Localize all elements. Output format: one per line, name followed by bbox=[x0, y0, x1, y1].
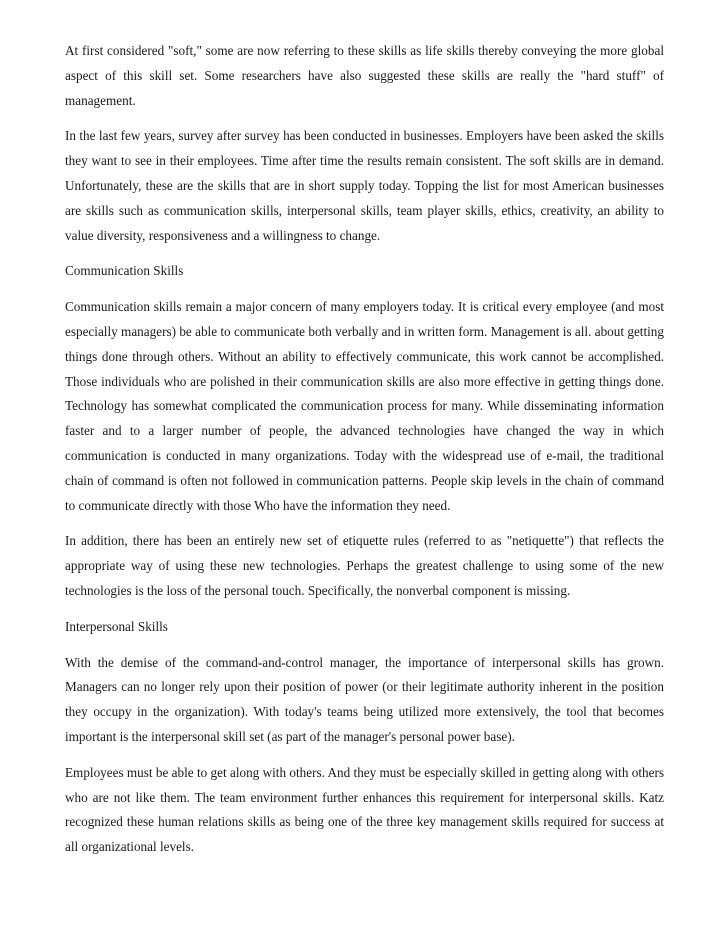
paragraph-life-skills: At first considered "soft," some are now referring to these skills as life skills thereby conveying the more global aspect of this skill set. Some researchers have also suggested these skills are really the "hard stuff" of management. bbox=[65, 43, 664, 108]
paragraph-netiquette: In addition, there has been an entirely new set of etiquette rules (referred to as "netiquette") that reflects the appropriate way of using these new technologies. Perhaps the greatest challenge to using some of the new technologies is the loss of the personal touch. Specifically, the nonverbal component is missing. bbox=[65, 533, 664, 598]
paragraph-getting-along: Employees must be able to get along with others. And they must be especially skilled in getting along with others who are not like them. The team environment further enhances this requirement for interpersonal skills. Katz recognized these human relations skills as being one of the three key management skills required for success at all organizational levels. bbox=[65, 764, 664, 855]
paragraph-interpersonal-skills: With the demise of the command-and-control manager, the importance of interpersonal skills has grown. Managers can no longer rely upon their position of power (or their legitimate authority inherent in the position they occupy in the organization). With today's teams being utilized more extensively, the tool that becomes important is the interpersonal skill set (as part of the manager's personal power base). bbox=[65, 654, 664, 744]
section-heading-communication-skills: Communication Skills bbox=[65, 263, 184, 279]
document-page bbox=[65, 39, 664, 871]
section-heading-interpersonal-skills: Interpersonal Skills bbox=[65, 618, 168, 634]
paragraph-communication-skills: Communication skills remain a major concern of many employers today. It is critical every employee (and most especially managers) be able to communicate both verbally and in written form. Management is all. about getting things done through others. Without an ability to effectively communicate, this work cannot be accomplished. Those individuals who are polished in their communication skills are also more effective in getting things done. Technology has somewhat complicated the communication process for many. While disseminating information faster and to a larger number of people, the advanced technologies have changed the way in which communication is conducted in many organizations. Today with the widespread use of e-mail, the traditional chain of command is often not followed in communication patterns. People skip levels in the chain of command to communicate directly with those Who have the information they need. bbox=[65, 299, 664, 513]
paragraph-employer-surveys: In the last few years, survey after survey has been conducted in businesses. Employers have been asked the skills they want to see in their employees. Time after time the results remain consistent. The soft skills are in demand. Unfortunately, these are the skills that are in short supply today. Topping the list for most American businesses are skills such as communication skills, interpersonal skills, team player skills, ethics, creativity, an ability to value diversity, responsiveness and a willingness to change. bbox=[65, 128, 664, 243]
